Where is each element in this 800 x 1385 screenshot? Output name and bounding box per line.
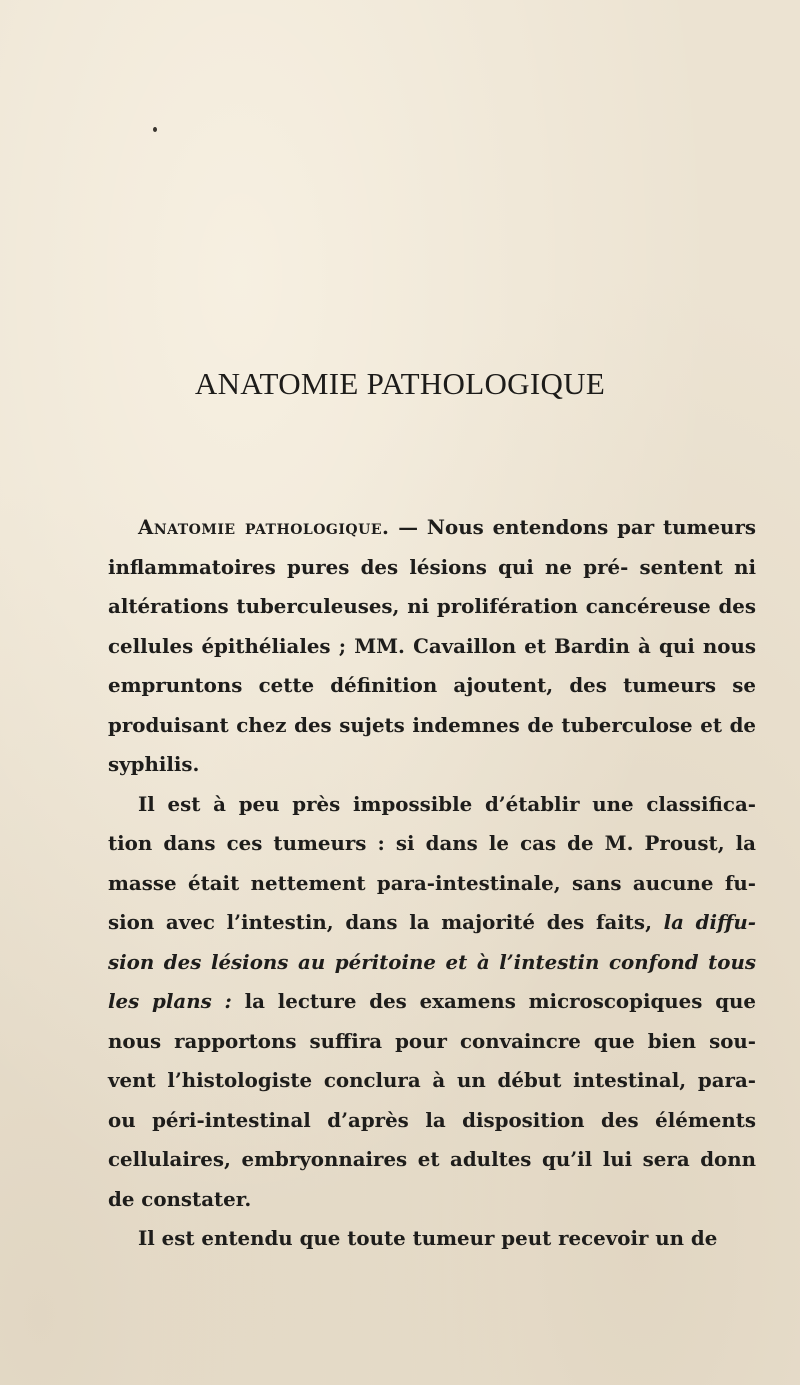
chapter-title: ANATOMIE PATHOLOGIQUE: [194, 366, 606, 401]
body-text: [108, 508, 756, 1259]
italic-text: la diffu- sion des lésions au péritoine et à l’intestin confond tous les plans :: [108, 910, 756, 1013]
section-heading: Anatomie pathologique.: [138, 515, 390, 539]
paragraph-text: Il est entendu que toute tumeur peut recevoir un de: [138, 1226, 718, 1250]
paragraph-definition: [108, 508, 756, 785]
paragraph-text: — Nous entendons par tumeurs inflammatoires pures des lésions qui ne pré- sentent ni altérations tuberculeuses, ni prolifération cancéreuse des cellules épithéliales ; MM. Cavaillon et Bardin à qui nous empruntons cette définition ajoutent, des tumeurs se produisant chez des sujets indemnes de tuberculose et de syphilis.: [108, 515, 756, 776]
ink-speck: [153, 127, 157, 132]
paragraph-text: la lecture des examens microscopiques que nous rapportons suffira pour convaincre que bien sou- vent l’histologiste conclura à un début intestinal, para- ou péri-intestinal d’après la disposition des éléments cellulaires, embryonnaires et adultes qu’il lui sera donn de constater.: [108, 989, 756, 1211]
paragraph-final: [108, 1219, 756, 1259]
paragraph-text: Il est à peu près impossible d’établir une classifica- tion dans ces tumeurs : si dans le cas de M. Proust, la masse était nettement para-intestinale, sans aucune fu- sion avec l’intestin, dans la majorité des faits,: [108, 791, 756, 934]
paragraph-classification: [108, 785, 756, 1220]
